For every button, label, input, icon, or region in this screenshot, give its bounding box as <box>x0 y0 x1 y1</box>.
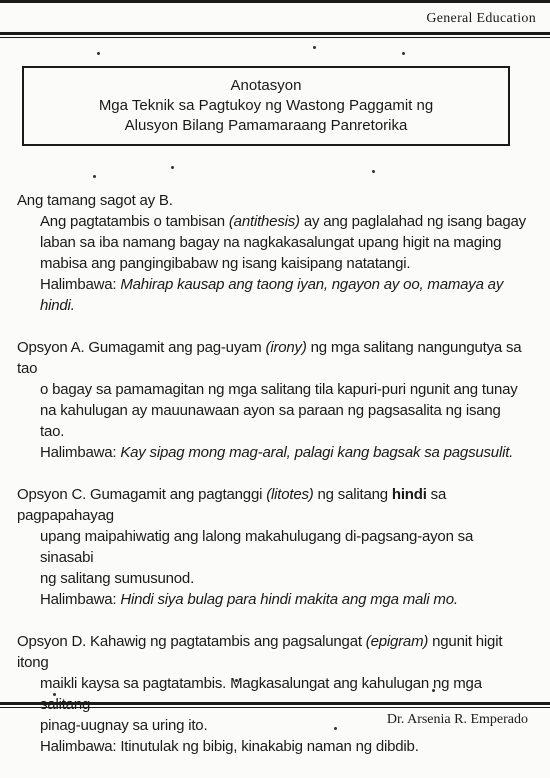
option-text: ng mga salitang nangungutya sa tao <box>17 339 522 377</box>
option-a-line: o bagay sa pamamagitan ng mga salitang tila kapuri-puri ngunit ang tunay <box>40 381 518 398</box>
answer-text: Ang pagtatambis o tambisan <box>40 213 229 230</box>
answer-line: laban sa iba namang bagay na nagkakasalungat upang higit na maging <box>40 234 502 251</box>
example-label: Halimbawa: <box>40 444 121 461</box>
scan-speck <box>171 166 174 169</box>
answer-text: ay ang paglalahad ng isang bagay <box>299 213 526 230</box>
option-d-example <box>17 736 527 757</box>
top-edge-rule <box>0 0 550 3</box>
option-a-example <box>17 442 527 463</box>
example-text: Mahirap kausap ang taong iyan, ngayon ay oo, mamaya ay hindi. <box>40 276 504 314</box>
option-text: ngunit higit itong <box>17 633 503 671</box>
option-a-line <box>17 337 527 379</box>
answer-example <box>17 274 527 316</box>
option-text: Opsyon A. Gumagamit ang pag-uyam <box>17 339 266 356</box>
scan-speck <box>372 170 375 173</box>
term-litotes: (litotes) <box>266 486 314 503</box>
term-antithesis: (antithesis) <box>228 213 300 230</box>
term-epigram: (epigram) <box>365 633 429 650</box>
option-a-section <box>17 337 527 463</box>
example-text: Kay sipag mong mag-aral, palagi kang bagsak sa pagsusulit. <box>120 444 514 461</box>
answer-intro: Ang tamang sagot ay B. <box>17 192 173 209</box>
scan-speck <box>402 52 405 55</box>
answer-content <box>17 190 527 778</box>
option-c-line: ng salitang sumusunod. <box>40 570 195 587</box>
option-text: Opsyon C. Gumagamit ang pagtanggi <box>17 486 267 503</box>
title-box <box>22 66 510 146</box>
option-d-line <box>17 631 527 673</box>
option-d-section <box>17 631 527 757</box>
example-label: Halimbawa: <box>40 591 121 608</box>
header-rule-thin <box>0 37 550 38</box>
option-text: ng salitang <box>313 486 392 503</box>
example-label: Halimbawa: <box>40 738 121 755</box>
option-c-section <box>17 484 527 610</box>
term-irony: (irony) <box>265 339 307 356</box>
header-rule-thick <box>0 32 550 35</box>
example-label: Halimbawa: <box>40 276 121 293</box>
answer-line: mabisa ang pangingibabaw ng isang kaisipang natatangi. <box>40 255 411 272</box>
title-line-1: Anotasyon <box>230 77 302 94</box>
keyword-hindi: hindi <box>391 486 427 503</box>
option-d-line: maikli kaysa sa pagtatambis. Magkasalungat ang kahulugan ng mga <box>40 675 482 692</box>
option-c-example <box>17 589 527 610</box>
footer-rule-thick <box>0 702 550 705</box>
scan-speck <box>313 46 316 49</box>
option-c-line: upang maipahiwatig ang lalong makahulugang di-pagsang-ayon sa sinasabi <box>40 528 474 566</box>
option-c-line <box>17 484 527 526</box>
option-d-line: pinag-uugnay sa uring ito. <box>40 717 208 734</box>
title-line-2: Mga Teknik sa Pagtukoy ng Wastong Paggamit ng <box>98 97 434 114</box>
scan-speck <box>93 175 96 178</box>
footer-rule-thin <box>0 707 550 708</box>
answer-section <box>17 190 527 316</box>
title-line-3: Alusyon Bilang Pamamaraang Panretorika <box>124 117 408 134</box>
option-a-line: na kahulugan ay mauunawaan ayon sa paraan ng pagsasalita ng isang tao. <box>40 402 501 440</box>
option-text: sa pagpapahayag <box>17 486 447 524</box>
scan-speck <box>97 52 100 55</box>
answer-line <box>17 211 527 232</box>
footer-author: Dr. Arsenia R. Emperado <box>386 712 528 727</box>
option-text: Opsyon D. Kahawig ng pagtatambis ang pagsalungat <box>17 633 366 650</box>
example-text: Itinutulak ng bibig, kinakabig naman ng dibdib. <box>120 738 419 755</box>
running-header: General Education <box>426 11 536 26</box>
example-text: Hindi siya bulag para hindi makita ang mga mali mo. <box>120 591 458 608</box>
